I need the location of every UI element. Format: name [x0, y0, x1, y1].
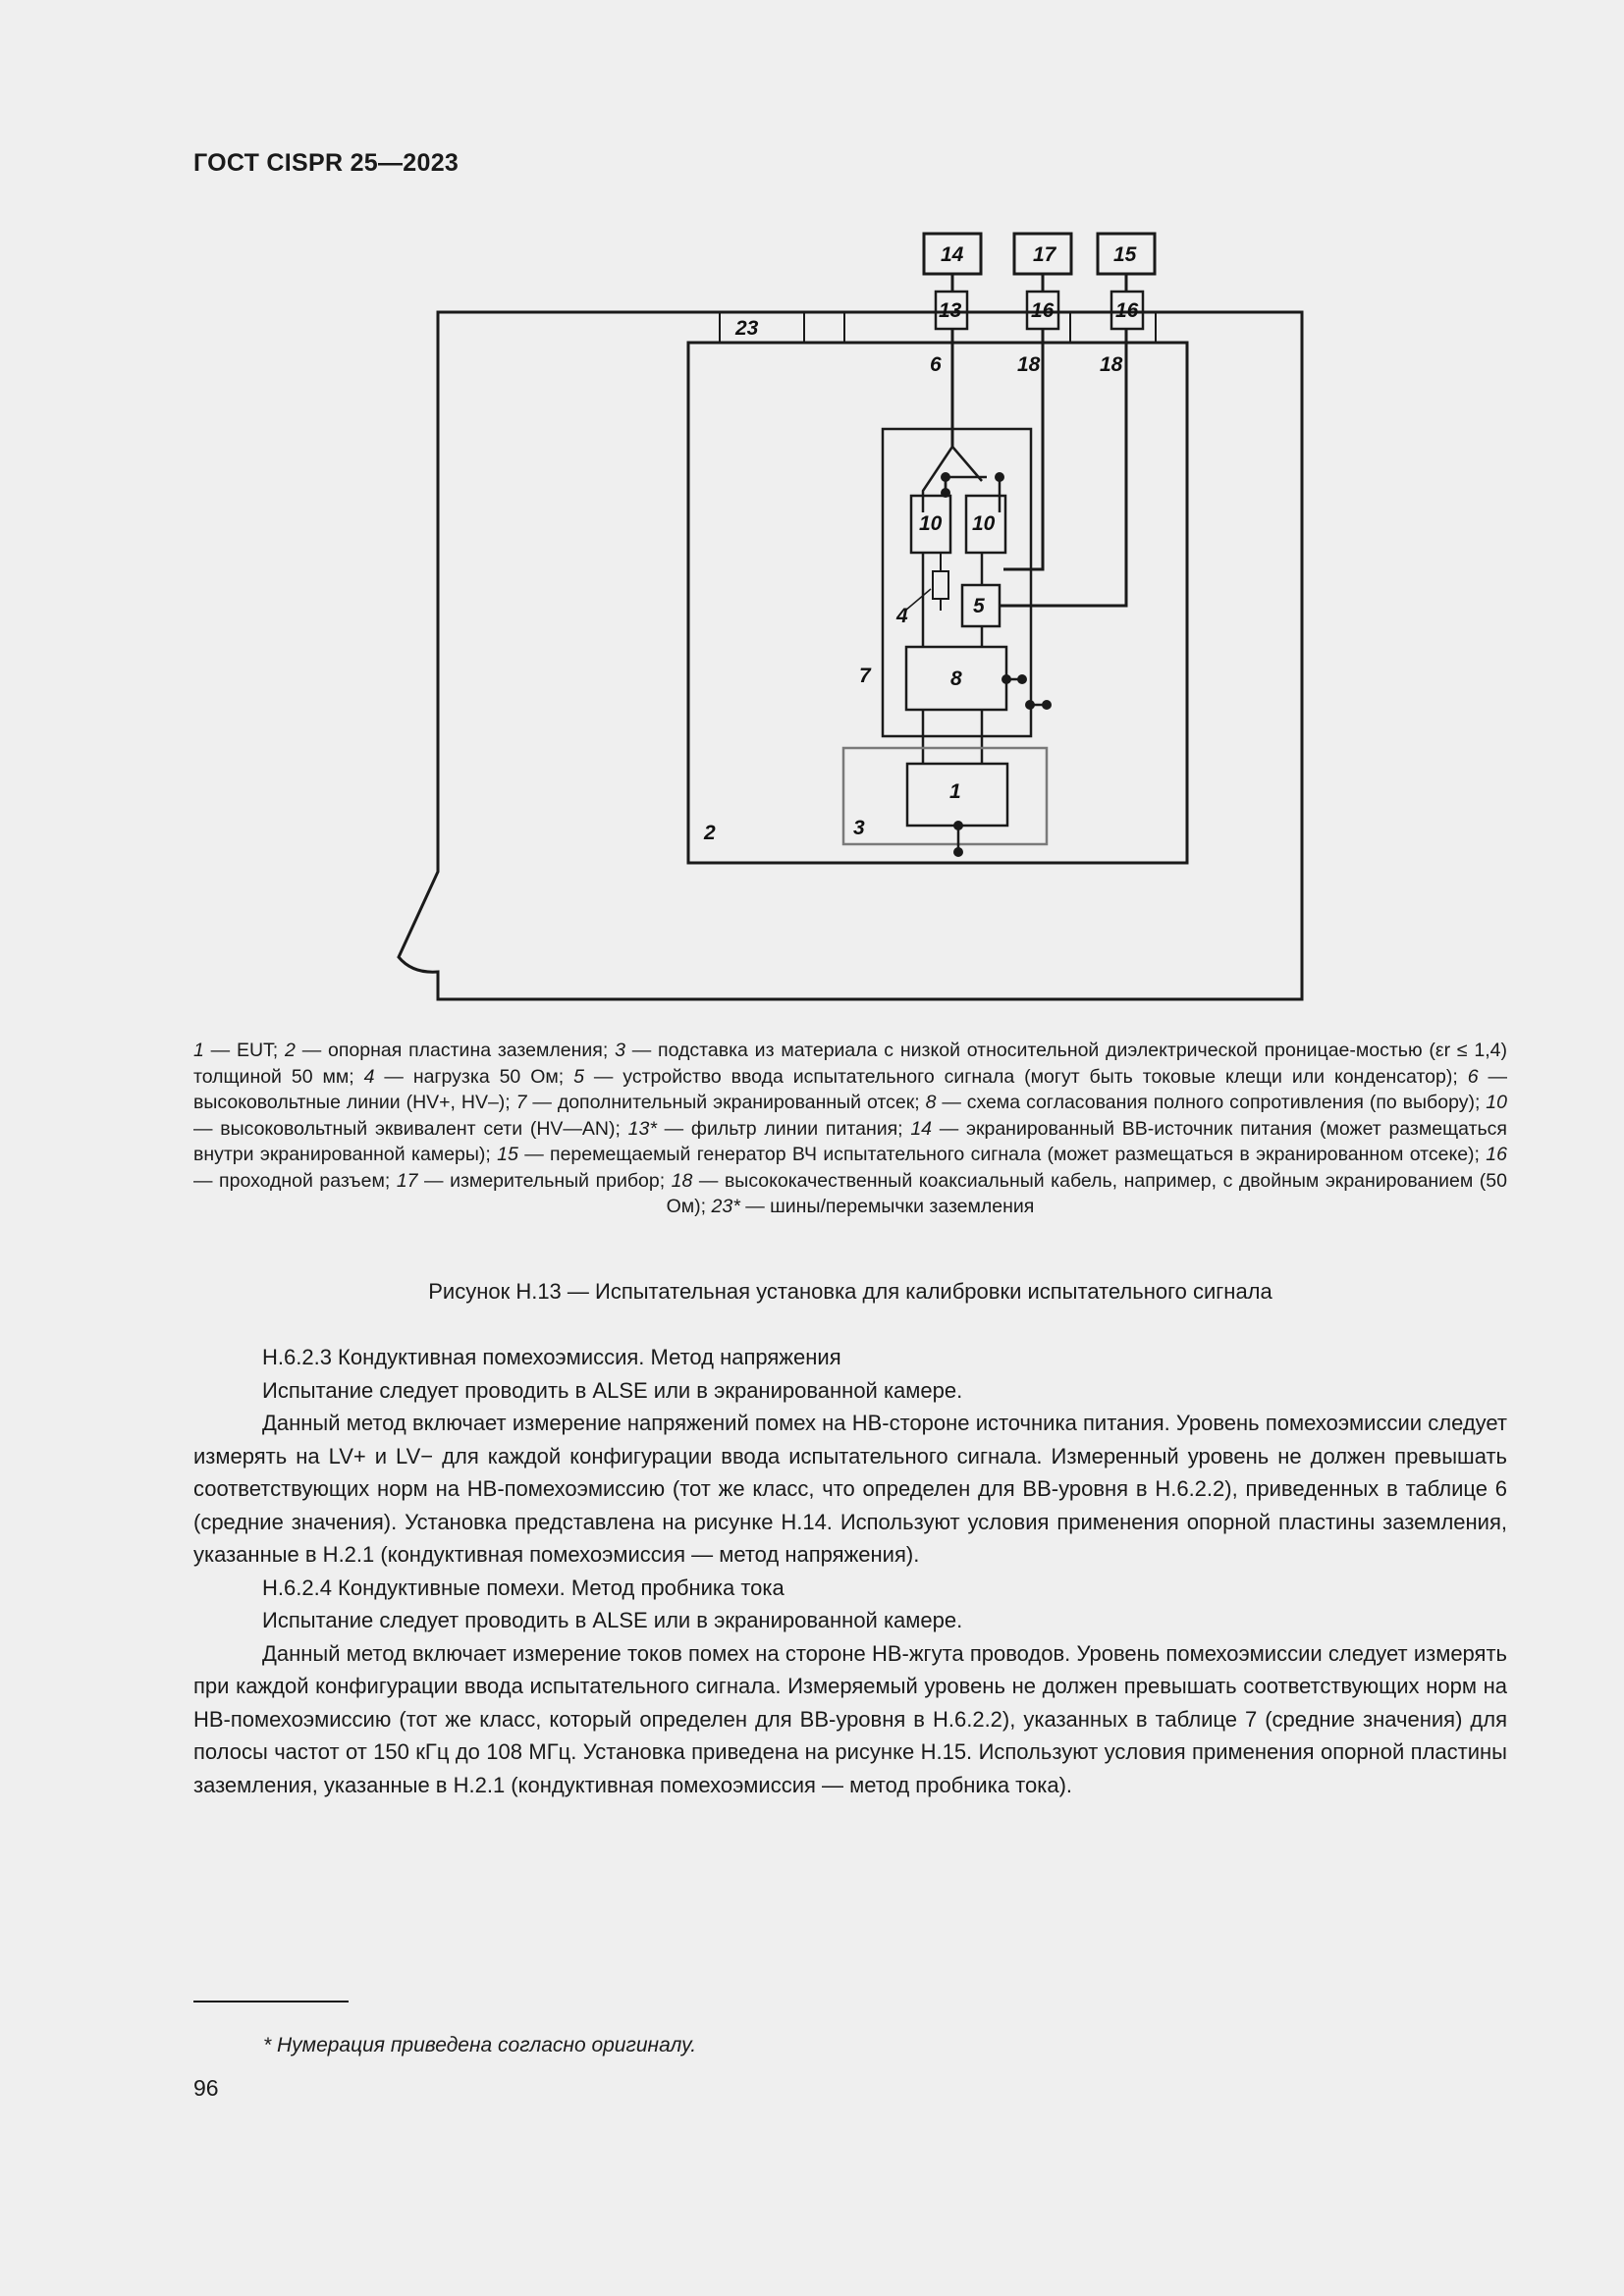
label-10b: 10: [972, 512, 996, 535]
label-13: 13: [939, 299, 962, 322]
ground-plane: [688, 343, 1187, 863]
label-14: 14: [941, 243, 964, 266]
load-4: [933, 571, 948, 599]
paragraph: Испытание следует проводить в ALSE или в экранированной камере.: [262, 1377, 963, 1403]
figure-legend: 1 — EUT; 2 — опорная пластина заземления; 3 — подставка из материала с низкой относительной диэлектрической проницае-мостью (εr ≤ 1,4) толщиной 50 мм; 4 — нагрузка 50 Ом; 5 — устройство ввода испытательного сигнала (могут быть токовые клещи или конденсатор); 6 — высоковольтные линии (HV+, HV–); 7 — дополнительный экранированный отсек; 8 — схема согласования полного сопротивления (по выбору); 10 — высоковольтный эквивалент сети (HV—AN); 13* — фильтр линии питания; 14 — экранированный ВВ-источник питания (может размещаться внутри экранированной камеры); 15 — перемещаемый генератор ВЧ испытательного сигнала (может размещаться в экранированном отсеке); 16 — проходной разъем; 17 — измерительный прибор; 18 — высококачественный коаксиальный кабель, например, с двойным экранированием (50 Ом); 23* — шины/перемычки заземления: [193, 1040, 1507, 1217]
bulkhead-strip: [720, 312, 1156, 343]
paragraph: Данный метод включает измерение напряжений помех на НВ-стороне источника питания. Уровень помехоэмиссии следует измерять на LV+ и LV− для каждой конфигурации ввода испытательного сигнала. Измеренный уровень не должен превышать соответствующих норм на НВ-помехоэмиссию (тот же класс, что определен для ВВ-уровня в H.6.2.2), приведенных в таблице 6 (средние значения). Установка представлена на рисунке H.14. Используют условия применения опорной пластины заземления, указанные в H.2.1 (кондуктивная помехоэмиссия — метод напряжения).: [193, 1411, 1507, 1567]
body-text: [193, 1341, 1507, 1801]
compartment-7: [883, 429, 1031, 736]
label-18b: 18: [1100, 353, 1123, 376]
label-23: 23: [735, 317, 759, 340]
label-1: 1: [949, 780, 961, 803]
section-heading-h624: H.6.2.4 Кондуктивные помехи. Метод пробника тока: [262, 1575, 785, 1600]
footnote-separator: [193, 2001, 349, 2002]
label-4: 4: [896, 605, 908, 627]
footnote: * Нумерация приведена согласно оригиналу.: [263, 2034, 697, 2056]
page-number: 96: [193, 2075, 219, 2101]
label-17: 17: [1033, 243, 1056, 266]
label-5: 5: [973, 595, 985, 617]
label-18a: 18: [1017, 353, 1041, 376]
shielded-enclosure: [399, 312, 1302, 999]
figure-caption: Рисунок H.13 — Испытательная установка для калибровки испытательного сигнала: [428, 1279, 1272, 1304]
paragraph: Данный метод включает измерение токов помех на стороне НВ-жгута проводов. Уровень помехоэмиссии следует измерять при каждой конфигурации ввода испытательного сигнала. Измеряемый уровень не должен превышать соответствующих норм на НВ-помехоэмиссию (тот же класс, который определен для ВВ-уровня в H.6.2.2), указанных в таблице 7 (средние значения) для полосы частот от 150 кГц до 108 МГц. Установка приведена на рисунке H.15. Используют условия применения опорной пластины заземления, указанные в H.2.1 (кондуктивная помехоэмиссия — метод пробника тока).: [193, 1640, 1507, 1797]
label-15: 15: [1113, 243, 1137, 266]
label-6: 6: [930, 353, 942, 376]
test-setup-diagram: [0, 0, 1624, 1021]
label-16a: 16: [1031, 299, 1055, 322]
section-heading-h623: H.6.2.3 Кондуктивная помехоэмиссия. Метод напряжения: [262, 1345, 841, 1369]
label-10a: 10: [919, 512, 943, 535]
paragraph: Испытание следует проводить в ALSE или в экранированной камере.: [262, 1608, 963, 1632]
document-header: ГОСТ CISPR 25—2023: [193, 149, 460, 177]
label-2: 2: [704, 822, 716, 844]
label-8: 8: [950, 667, 962, 690]
label-3: 3: [853, 817, 865, 839]
label-7: 7: [859, 665, 871, 687]
label-16b: 16: [1115, 299, 1139, 322]
stand-3: [843, 748, 1047, 844]
